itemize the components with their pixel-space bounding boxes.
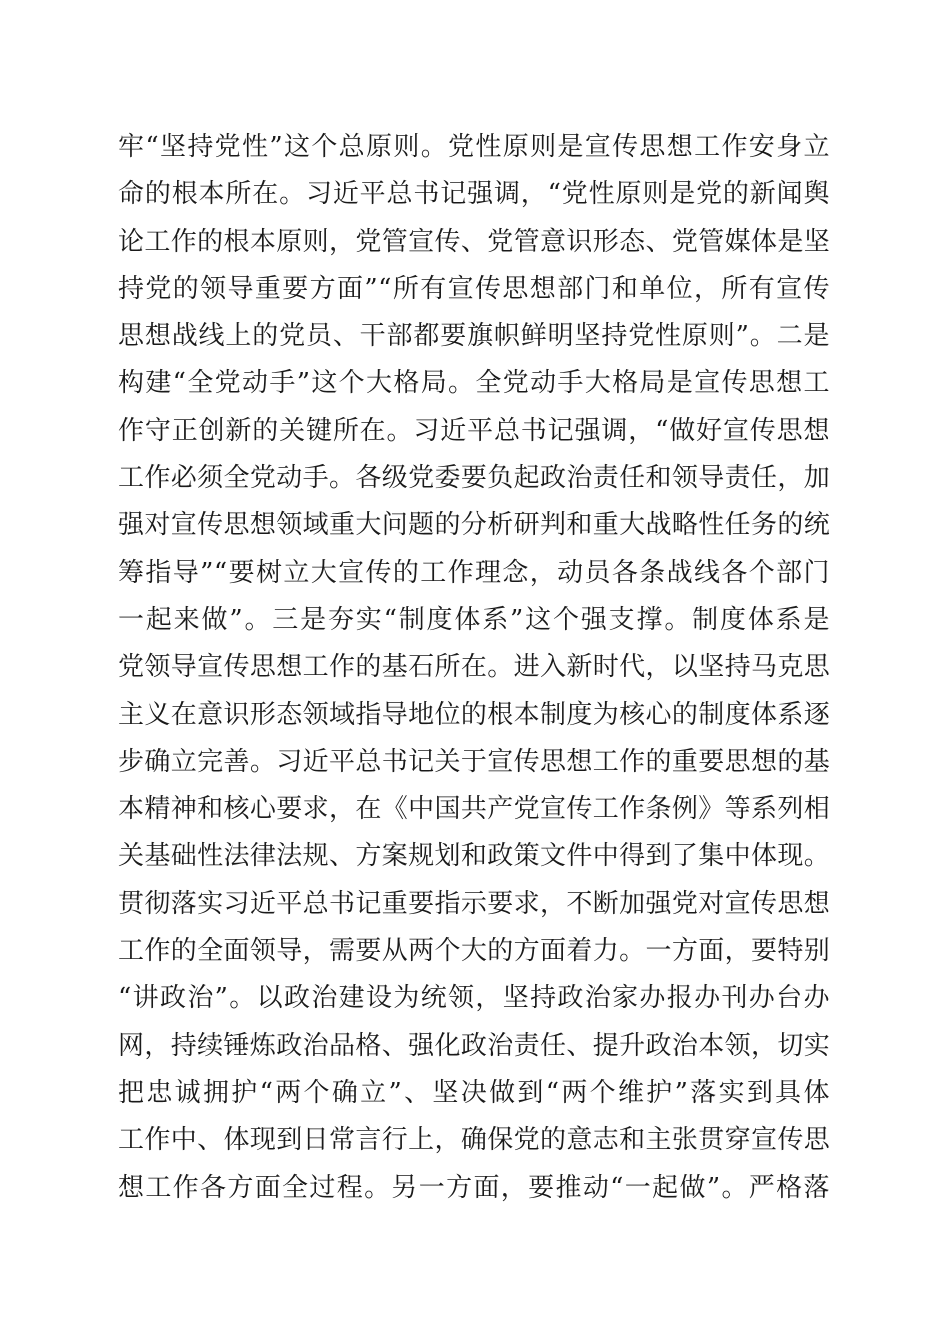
text-line: 牢“坚持党性”这个总原则。党性原则是宣传思想工作安身立 [118,132,830,162]
body-paragraph [118,124,830,1212]
text-line: 命的根本所在。习近平总书记强调，“党性原则是党的新闻舆 [118,179,830,210]
text-line: 筹指导”“要树立大宣传的工作理念，动员各条战线各个部门 [118,557,830,588]
text-line: 工作中、体现到日常言行上，确保党的意志和主张贯穿宣传思 [118,1125,830,1156]
text-line: 党领导宣传思想工作的基石所在。进入新时代，以坚持马克思 [118,652,830,683]
text-line: 思想战线上的党员、干部都要旗帜鲜明坚持党性原则”。二是 [118,321,830,352]
text-line: 网，持续锤炼政治品格、强化政治责任、提升政治本领，切实 [118,1030,830,1061]
text-line: 本精神和核心要求，在《中国共产党宣传工作条例》等系列相 [118,794,830,825]
text-line: 关基础性法律法规、方案规划和政策文件中得到了集中体现。 [118,841,830,872]
text-line: “讲政治”。以政治建设为统领，坚持政治家办报办刊办台办 [118,983,830,1014]
text-line: 工作的全面领导，需要从两个大的方面着力。一方面，要特别 [118,936,830,967]
text-line: 作守正创新的关键所在。习近平总书记强调，“做好宣传思想 [118,415,830,446]
text-line: 论工作的根本原则，党管宣传、党管意识形态、党管媒体是坚 [118,226,830,257]
text-line: 工作必须全党动手。各级党委要负起政治责任和领导责任，加 [118,463,830,494]
text-line: 把忠诚拥护“两个确立”、坚决做到“两个维护”落实到具体 [118,1077,830,1108]
text-line: 主义在意识形态领域指导地位的根本制度为核心的制度体系逐 [118,699,830,730]
text-line: 强对宣传思想领域重大问题的分析研判和重大战略性任务的统 [118,510,830,541]
text-line: 构建“全党动手”这个大格局。全党动手大格局是宣传思想工 [118,368,830,399]
text-line: 一起来做”。三是夯实“制度体系”这个强支撑。制度体系是 [118,604,830,635]
text-line: 想工作各方面全过程。另一方面，要推动“一起做”。严格落 [118,1172,830,1203]
text-line: 持党的领导重要方面”“所有宣传思想部门和单位，所有宣传 [118,273,830,304]
text-line: 步确立完善。习近平总书记关于宣传思想工作的重要思想的基 [118,746,830,777]
text-line: 贯彻落实习近平总书记重要指示要求，不断加强党对宣传思想 [118,888,830,919]
